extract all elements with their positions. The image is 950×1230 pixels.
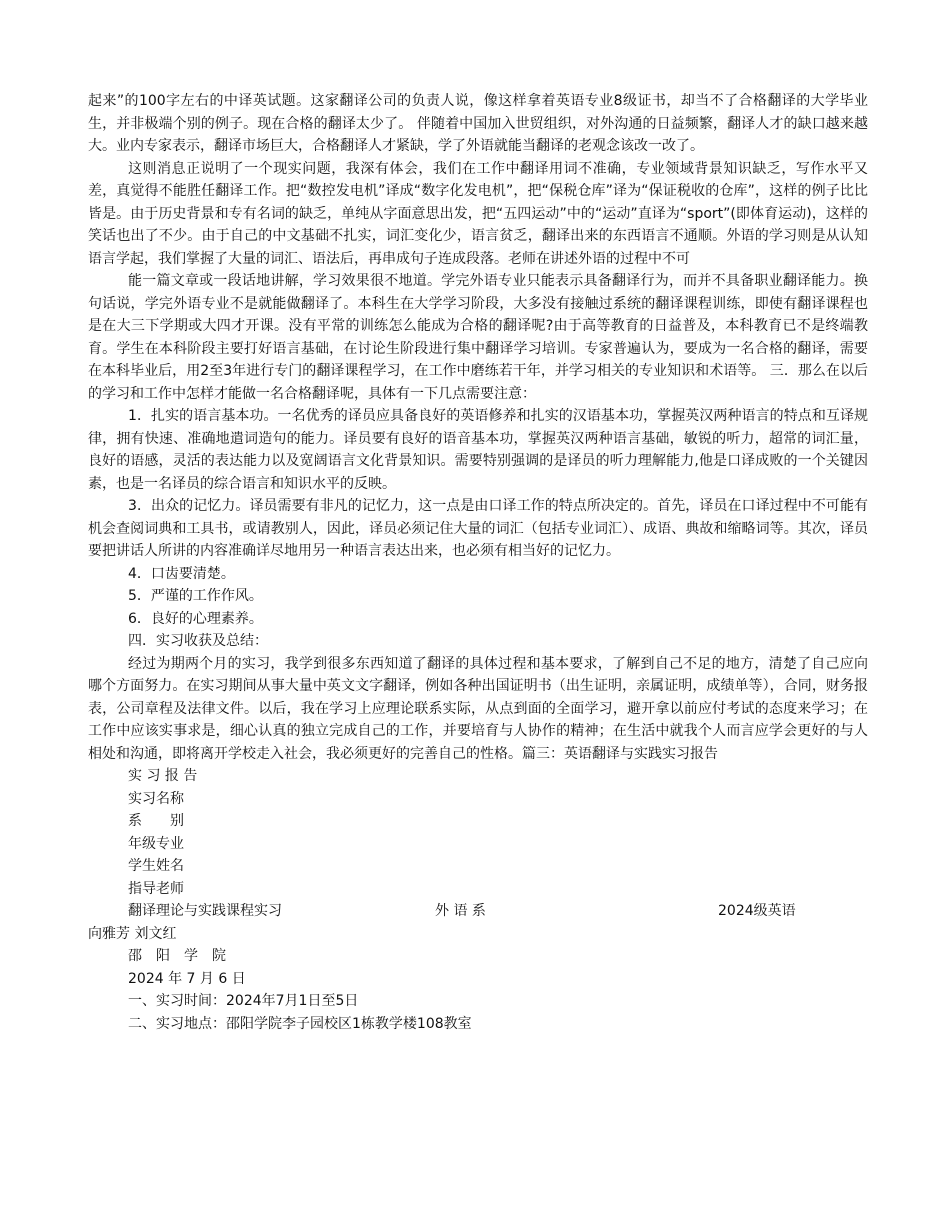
paragraph-memory: 3．出众的记忆力。译员需要有非凡的记忆力，这一点是由口译工作的特点所决定的。首先，译员在口译过程中不可能有机会查阅词典和工具书，或请教别人，因此，译员必须记住大量的词汇（包括专业词汇）、成语、典故和缩略词等。其次，译员要把讲话人所讲的内容准确详尽地用另一种语言表达出来，也必须有相当好的记忆力。 [88, 498, 868, 559]
names-line: 向雅芳 刘文红 [88, 925, 177, 942]
course-value: 翻译理论与实践课程实习 [128, 903, 282, 919]
paragraph-language-skill: 1．扎实的语言基本功。一名优秀的译员应具备良好的英语修养和扎实的汉语基本功，掌握英汉两种语言的特点和互译规律，拥有快速、准确地遣词造句的能力。译员要有良好的语音基本功，掌握英汉两种语言基础，敏锐的听力，超常的词汇量，良好的语感，灵活的表达能力以及宽阔语言文化背景知识。需要特别强调的是译员的听力理解能力,他是口译成败的一个关键因素，也是一名译员的综合语言和知识水平的反映。 [88, 408, 868, 492]
paragraph-intro: 起来”的100字左右的中译英试题。这家翻译公司的负责人说，像这样拿着英语专业8级证书，却当不了合格翻译的大学毕业生，并非极端个别的例子。现在合格的翻译太少了。 伴随着中国加入世贸组织，对外沟通的日益频繁，翻译人才的缺口越来越大。业内专家表示，翻译市场巨大，合格翻译人才紧缺，学了外语就能当翻译的老观念该改一改了。 [88, 93, 868, 154]
section-heading-summary: 四．实习收获及总结： [128, 633, 268, 649]
field-label-advisor: 指导老师 [128, 880, 184, 897]
field-label-student-name: 学生姓名 [128, 858, 184, 874]
school-name: 邵 阳 学 院 [128, 948, 226, 964]
paragraph-training: 能一篇文章或一段话地讲解，学习效果很不地道。学完外语专业只能表示具备翻译行为，而并不具备职业翻译能力。换句话说，学完外语专业不是就能做翻译了。本科生在大学学习阶段，大多没有接触过系统的翻译课程训练，即使有翻译课程也是在大三下学期或大四才开课。没有平常的训练怎么能成为合格的翻译呢?由于高等教育的日益普及，本科教育已不是终端教育。学生在本科阶段主要打好语言基础，在讨论生阶段进行集中翻译学习培训。专家普遍认为，要成为一名合格的翻译，需要在本科毕业后，用2至3年进行专门的翻译课程学习，在工作中磨练若干年，并学习相关的专业知识和术语等。 三．那么在以后的学习和工作中怎样才能做一名合格翻译呢，具体有一下几点需要注意： [88, 273, 868, 402]
field-label-department: 系 别 [128, 813, 184, 829]
internship-location: 二、实习地点：邵阳学院李子园校区1栋教学楼108教室 [128, 1015, 472, 1032]
internship-time: 一、实习时间：2024年7月1日至5日 [128, 993, 359, 1009]
report-date: 2024 年 7 月 6 日 [128, 970, 246, 987]
list-item-work-style: 5．严谨的工作作风。 [128, 588, 263, 604]
report-cover-title: 实 习 报 告 [128, 768, 198, 784]
paragraph-problem: 这则消息正说明了一个现实问题，我深有体会，我们在工作中翻译用词不准确，专业领域背景知识缺乏，写作水平又差，真觉得不能胜任翻译工作。把“数控发电机”译成“数字化发电机”，把“保税仓库”译为“保证税收的仓库”，这样的例子比比皆是。由于历史背景和专有名词的缺乏，单纯从字面意思出发，把“五四运动”中的“运动”直译为“sport”(即体育运动)，这样的笑话也出了不少。由于自己的中文基础不扎实，词汇变化少，语言贫乏，翻译出来的东西语言不通顺。外语的学习则是从认知语言学起，我们掌握了大量的词汇、语法后，再串成句子连成段落。老师在讲述外语的过程中不可 [88, 160, 868, 267]
cover-values-row [88, 900, 868, 923]
field-label-internship-name: 实习名称 [128, 790, 184, 807]
list-item-mental: 6．良好的心理素养。 [128, 610, 263, 627]
paragraph-summary: 经过为期两个月的实习，我学到很多东西知道了翻译的具体过程和基本要求，了解到自己不足的地方，清楚了自己应向哪个方面努力。在实习期间从事大量中英文文字翻译，例如各种出国证明书（出生证明，亲属证明，成绩单等），合同，财务报表，公司章程及法律文件。以后，我在学习上应理论联系实际，从点到面的全面学习，避开拿以前应付考试的态度来学习；在工作中应该实事求是，细心认真的独立完成自己的工作，并要培育与人协作的精神；在生活中就我个人而言应学会更好的与人相处和沟通，即将离开学校走入社会，我必须更好的完善自己的性格。篇三：英语翻译与实践实习报告 [88, 655, 868, 762]
grade-value: 2024级英语 [718, 903, 796, 919]
department-value: 外 语 系 [435, 903, 486, 919]
list-item-pronunciation: 4．口齿要清楚。 [128, 565, 235, 582]
document-page [88, 90, 868, 1035]
field-label-grade-major: 年级专业 [128, 835, 184, 852]
